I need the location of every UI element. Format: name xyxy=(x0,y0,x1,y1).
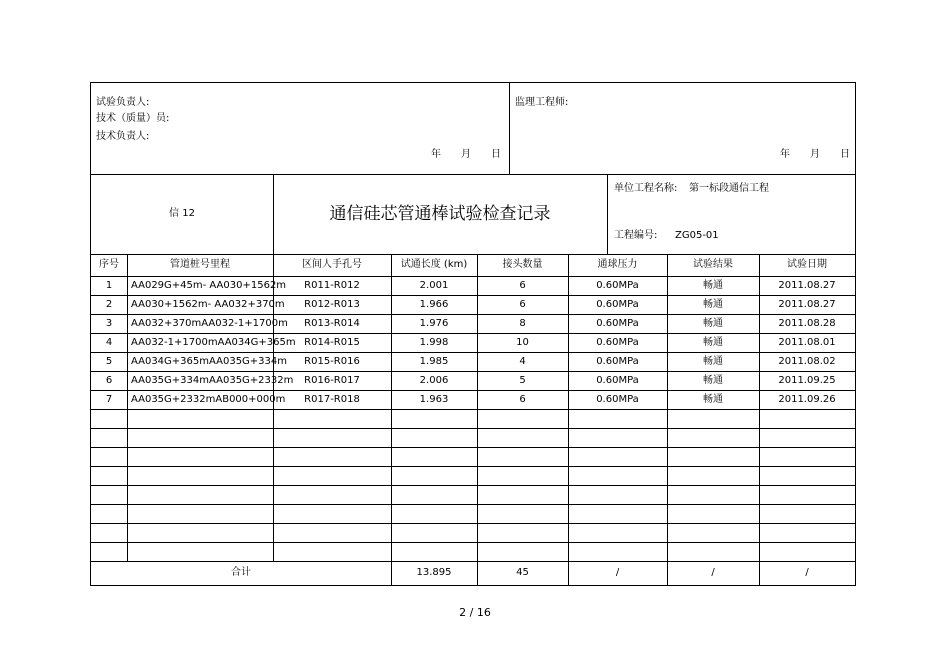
cell-index: 4 xyxy=(105,336,113,348)
column-header-index: 序号 xyxy=(99,259,119,270)
row-rule xyxy=(91,485,855,486)
unit-project-label: 单位工程名称: xyxy=(614,183,678,194)
column-rule xyxy=(273,254,274,561)
row-rule xyxy=(91,428,855,429)
signature-divider xyxy=(509,83,510,174)
cell-result: 畅通 xyxy=(703,393,723,405)
date-right-year: 年 xyxy=(780,149,790,160)
unit-project-value: 第一标段通信工程 xyxy=(689,183,769,194)
page-number: 2 / 16 xyxy=(459,606,491,619)
column-header-length: 试通长度 (km) xyxy=(400,259,468,270)
cell-pressure: 0.60MPa xyxy=(596,355,639,367)
test-responsible-label: 试验负责人: xyxy=(96,97,150,108)
cell-mileage: AA035G+2332mAB000+000m xyxy=(131,393,286,405)
cell-length: 1.976 xyxy=(419,317,449,329)
total-pressure: / xyxy=(615,567,620,578)
cell-pressure: 0.60MPa xyxy=(596,317,639,329)
supervisor-label: 监理工程师: xyxy=(515,97,569,108)
row-rule xyxy=(91,542,855,543)
cell-joints: 10 xyxy=(516,336,529,348)
column-header-manhole: 区间人手孔号 xyxy=(302,259,362,270)
cell-pressure: 0.60MPa xyxy=(596,279,639,291)
total-result: / xyxy=(711,567,715,578)
cell-manhole: R014-R015 xyxy=(304,336,360,348)
cell-result: 畅通 xyxy=(703,298,723,310)
cell-manhole: R016-R017 xyxy=(304,374,360,386)
cell-pressure: 0.60MPa xyxy=(596,298,639,310)
column-rule xyxy=(568,254,569,585)
cell-manhole: R017-R018 xyxy=(304,393,360,405)
column-header-date: 试验日期 xyxy=(787,259,827,270)
cell-length: 1.966 xyxy=(419,298,449,310)
cell-result: 畅通 xyxy=(703,336,723,348)
cell-date: 2011.08.01 xyxy=(778,336,836,348)
cell-manhole: R011-R012 xyxy=(304,279,360,291)
cell-mileage: AA032-1+1700mAA034G+365m xyxy=(131,336,296,348)
cell-manhole: R012-R013 xyxy=(304,298,360,310)
total-length: 13.895 xyxy=(416,567,452,578)
cell-mileage: AA035G+334mAA035G+2332m xyxy=(131,374,294,386)
cell-date: 2011.08.27 xyxy=(778,298,836,310)
cell-date: 2011.08.27 xyxy=(778,279,836,291)
cell-manhole: R013-R014 xyxy=(304,317,360,329)
cell-joints: 6 xyxy=(519,279,526,291)
cell-mileage: AA029G+45m- AA030+1562m xyxy=(131,279,287,291)
date-left-year: 年 xyxy=(431,149,441,160)
cell-length: 2.001 xyxy=(419,279,449,291)
cell-index: 5 xyxy=(105,355,113,367)
cell-index: 1 xyxy=(105,279,113,291)
cell-mileage: AA034G+365mAA035G+334m xyxy=(131,355,288,367)
total-joints: 45 xyxy=(516,567,529,578)
cell-index: 7 xyxy=(105,393,113,405)
project-no-value: ZG05-01 xyxy=(675,230,719,241)
date-left-day: 日 xyxy=(491,149,501,160)
date-right-month: 月 xyxy=(810,149,820,160)
cell-pressure: 0.60MPa xyxy=(596,336,639,348)
date-right-day: 日 xyxy=(840,149,850,160)
cell-result: 畅通 xyxy=(703,279,723,291)
tech-quality-label: 技术（质量）员: xyxy=(96,113,170,124)
cell-index: 2 xyxy=(105,298,113,310)
date-left-month: 月 xyxy=(461,149,471,160)
page-title: 通信硅芯管通棒试验检查记录 xyxy=(329,203,551,224)
row-rule xyxy=(91,523,855,524)
cell-date: 2011.09.25 xyxy=(778,374,836,386)
column-rule xyxy=(667,254,668,585)
column-header-mileage: 管道桩号里程 xyxy=(170,259,230,270)
cell-index: 3 xyxy=(105,317,113,329)
cell-index: 6 xyxy=(105,374,113,386)
column-rule xyxy=(127,254,128,561)
cell-length: 1.963 xyxy=(419,393,449,405)
total-date: / xyxy=(805,567,809,578)
column-header-result: 试验结果 xyxy=(693,259,733,270)
cell-pressure: 0.60MPa xyxy=(596,393,639,405)
test-record-form xyxy=(90,82,856,586)
total-label: 合计 xyxy=(231,567,251,578)
cell-date: 2011.08.28 xyxy=(778,317,836,329)
row-rule xyxy=(91,409,855,410)
column-header-joints: 接头数量 xyxy=(502,259,543,270)
cell-mileage: AA032+370mAA032-1+1700m xyxy=(131,317,288,329)
cell-joints: 4 xyxy=(519,355,526,367)
cell-length: 1.985 xyxy=(419,355,449,367)
cell-result: 畅通 xyxy=(703,374,723,386)
cell-joints: 6 xyxy=(519,393,526,405)
cell-joints: 8 xyxy=(519,317,526,329)
cell-length: 2.006 xyxy=(419,374,449,386)
row-rule xyxy=(91,466,855,467)
form-code: 信 12 xyxy=(169,208,195,219)
column-header-pressure: 通球压力 xyxy=(597,259,638,270)
column-rule xyxy=(391,254,392,585)
cell-manhole: R015-R016 xyxy=(304,355,360,367)
column-rule xyxy=(759,254,760,585)
cell-date: 2011.09.26 xyxy=(778,393,836,405)
cell-result: 畅通 xyxy=(703,355,723,367)
cell-result: 畅通 xyxy=(703,317,723,329)
cell-date: 2011.08.02 xyxy=(778,355,836,367)
row-rule xyxy=(91,447,855,448)
cell-joints: 5 xyxy=(519,374,526,386)
cell-joints: 6 xyxy=(519,298,526,310)
cell-mileage: AA030+1562m- AA032+370m xyxy=(131,298,285,310)
row-rule xyxy=(91,504,855,505)
column-rule xyxy=(477,254,478,585)
project-no-label: 工程编号: xyxy=(614,230,658,241)
cell-pressure: 0.60MPa xyxy=(596,374,639,386)
cell-length: 1.998 xyxy=(419,336,449,348)
tech-responsible-label: 技术负责人: xyxy=(96,131,150,142)
